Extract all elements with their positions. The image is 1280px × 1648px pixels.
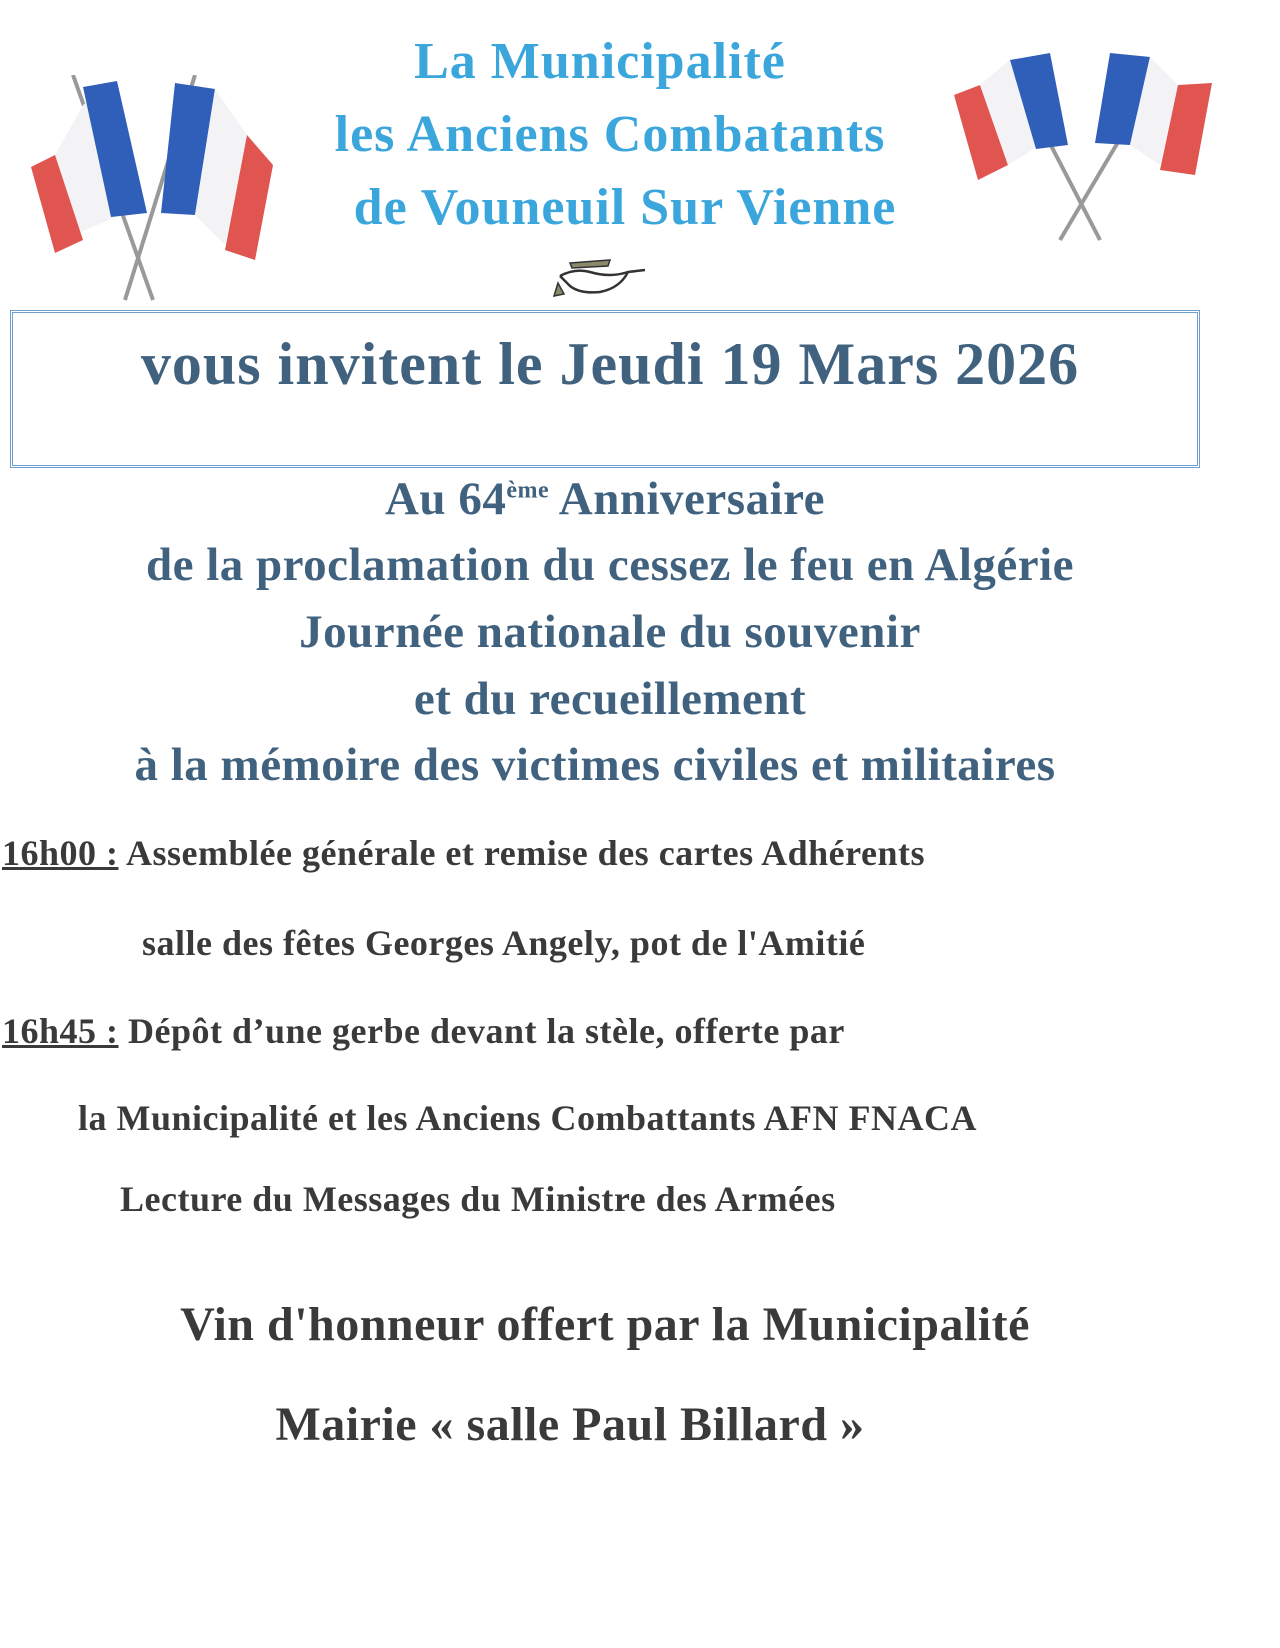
program-detail: salle des fêtes Georges Angely, pot de l'Amitié bbox=[142, 923, 866, 963]
occasion-line-4: et du recueillement bbox=[413, 673, 807, 725]
anniversary-sup: ème bbox=[506, 477, 550, 504]
header-line-2: les Anciens Combatants bbox=[334, 106, 886, 163]
anniversary-suffix: Anniversaire bbox=[549, 473, 826, 525]
program-detail-2: Lecture du Messages du Ministre des Armées bbox=[120, 1179, 836, 1219]
closing-line-1: Vin d'honneur offert par la Municipalité bbox=[180, 1298, 1030, 1351]
anniversary-prefix: Au 64 bbox=[384, 473, 507, 525]
program-item-2 bbox=[2, 1010, 845, 1052]
program-time: 16h00 : bbox=[2, 833, 119, 873]
program-item-1 bbox=[2, 832, 925, 874]
anniversary-title bbox=[0, 472, 1215, 526]
program-text: Assemblée générale et remise des cartes Adhérents bbox=[118, 833, 925, 873]
header-line-1: La Municipalité bbox=[414, 33, 786, 90]
program-detail: la Municipalité et les Anciens Combattants AFN FNACA bbox=[78, 1098, 977, 1138]
occasion-line-5: à la mémoire des victimes civiles et militaires bbox=[134, 739, 1056, 791]
occasion-line-3: Journée nationale du souvenir bbox=[299, 606, 921, 658]
occasion-line-2: de la proclamation du cessez le feu en Algérie bbox=[145, 539, 1075, 591]
program-text: Dépôt d’une gerbe devant la stèle, offerte par bbox=[118, 1011, 845, 1051]
peace-dove-icon bbox=[550, 258, 650, 300]
invitation-date: vous invitent le Jeudi 19 Mars 2026 bbox=[140, 331, 1080, 397]
closing-line-2: Mairie « salle Paul Billard » bbox=[275, 1398, 865, 1451]
header-line-3: de Vouneuil Sur Vienne bbox=[353, 179, 897, 236]
program-time: 16h45 : bbox=[2, 1011, 119, 1051]
